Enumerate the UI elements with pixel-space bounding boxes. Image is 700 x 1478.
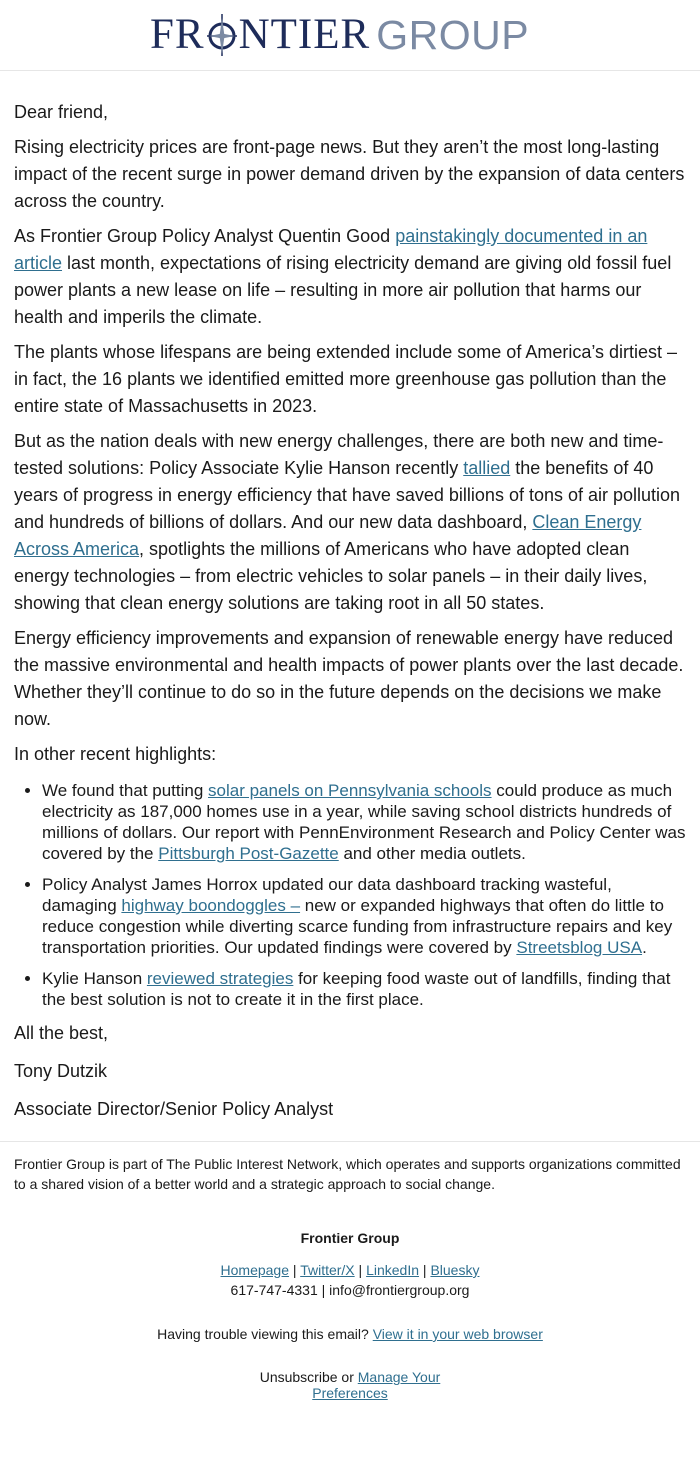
view-in-browser-link[interactable]: View it in your web browser [372, 1326, 543, 1342]
highlights-intro: In other recent highlights: [14, 744, 217, 764]
twitter-link[interactable]: Twitter/X [300, 1262, 355, 1278]
compass-icon [206, 12, 238, 58]
linkedin-link[interactable]: LinkedIn [366, 1262, 420, 1278]
footer [0, 1228, 700, 1401]
logo-text-group: GROUP [376, 12, 530, 58]
homepage-link[interactable]: Homepage [220, 1262, 290, 1278]
paragraph-2 [14, 223, 686, 331]
unsubscribe-text: Unsubscribe or [259, 1369, 358, 1385]
pittsburgh-post-gazette-link[interactable]: Pittsburgh Post-Gazette [158, 844, 339, 863]
logo-frontier-text [150, 12, 370, 58]
list-item [42, 968, 686, 1010]
link-separator: | [419, 1262, 431, 1278]
link-separator: | [354, 1262, 367, 1278]
list-item-text: Kylie Hanson [42, 969, 147, 988]
list-item-text-mid: for keeping food waste out of landfills, finding that the best solution is not to create it in the first place. [42, 969, 671, 1009]
footer-org-name: Frontier Group [300, 1230, 400, 1246]
footer-contact [0, 1280, 700, 1300]
email-body [0, 99, 700, 1123]
frontier-group-logo[interactable] [150, 12, 529, 58]
logo-text-ntier: NTIER [238, 11, 371, 58]
manage-preferences-link[interactable]: Manage Your Preferences [312, 1369, 441, 1401]
paragraph-4 [14, 428, 686, 617]
paragraph-4-text-mid: the benefits of 40 years of progress in energy efficiency that have saved billions of tons of air pollution and hundreds of billions of dollars. And our new data dashboard, [14, 458, 681, 532]
list-item-text: We found that putting [42, 781, 209, 800]
contact-separator: | [317, 1282, 330, 1298]
list-item [42, 874, 686, 958]
paragraph-4-text: But as the nation deals with new energy challenges, there are both new and time-tested solutions: Policy Associate Kylie Hanson recently [14, 431, 664, 478]
paragraph-3: The plants whose lifespans are being extended include some of America’s dirtiest – in fact, the 16 plants we identified emitted more greenhouse gas pollution than the entire state of Massachusetts in 2023. [14, 342, 678, 416]
unsubscribe-row [230, 1369, 470, 1401]
trouble-text: Having trouble viewing this email? [157, 1326, 373, 1342]
logo-text-fr: FR [150, 11, 205, 58]
paragraph-1: Rising electricity prices are front-page news. But they aren’t the most long-lasting impact of the recent surge in power demand driven by the expansion of data centers across the country. [14, 137, 685, 211]
highway-boondoggles-link[interactable]: highway boondoggles – [121, 896, 301, 915]
tallied-link[interactable]: tallied [463, 458, 511, 478]
list-item-text-end: and other media outlets. [338, 844, 526, 863]
footer-email: info@frontiergroup.org [329, 1282, 470, 1298]
bluesky-link[interactable]: Bluesky [430, 1262, 480, 1278]
list-item [42, 780, 686, 864]
view-in-browser-row [0, 1324, 700, 1344]
email-header [0, 0, 700, 71]
paragraph-5: Energy efficiency improvements and expansion of renewable energy have reduced the massive environmental and health impacts of power plants over the last decade. Whether they’ll continue to do so in the future depends on the decisions we make now. [14, 628, 684, 729]
list-item-text-mid: new or expanded highways that often do little to reduce congestion while diverting scarce funding from infrastructure repairs and key transportation priorities. Our updated findings were covered by [42, 896, 673, 957]
paragraph-2-text: As Frontier Group Policy Analyst Quentin Good [14, 226, 396, 246]
footer-note: Frontier Group is part of The Public Interest Network, which operates and supports organizations committed to a shared vision of a better world and a strategic approach to social change. [14, 1156, 681, 1192]
signoff: All the best, [14, 1023, 109, 1043]
highlights-list [14, 780, 686, 1010]
list-item-text: Policy Analyst James Horrox updated our data dashboard tracking wasteful, damaging [42, 875, 612, 915]
link-separator: | [289, 1262, 301, 1278]
list-item-text-end: . [642, 938, 647, 957]
clean-energy-across-america-link[interactable]: Clean Energy Across America [14, 512, 642, 559]
streetsblog-usa-link[interactable]: Streetsblog USA [516, 938, 643, 957]
footer-phone: 617-747-4331 [230, 1282, 318, 1298]
footer-social-links [0, 1260, 700, 1280]
signature-title: Associate Director/Senior Policy Analyst [14, 1099, 334, 1119]
article-link[interactable]: painstakingly documented in an article [14, 226, 648, 273]
list-item-text-mid: could produce as much electricity as 187,000 homes use in a year, while saving school districts hundreds of millions of dollars. Our report with PennEnvironment Research and Policy Center was covered by the [42, 781, 686, 863]
paragraph-2-text-end: last month, expectations of rising electricity demand are giving old fossil fuel power plants a new lease on life – resulting in more air pollution that harms our health and imperils the climate. [14, 253, 672, 327]
solar-panels-link[interactable]: solar panels on Pennsylvania schools [208, 781, 492, 800]
greeting: Dear friend, [14, 102, 109, 122]
paragraph-4-text-end: , spotlights the millions of Americans who have adopted clean energy technologies – from electric vehicles to solar panels – in their daily lives, showing that clean energy solutions are taking root in all 50 states. [14, 539, 648, 613]
signature-name: Tony Dutzik [14, 1061, 108, 1081]
reviewed-strategies-link[interactable]: reviewed strategies [146, 969, 294, 988]
